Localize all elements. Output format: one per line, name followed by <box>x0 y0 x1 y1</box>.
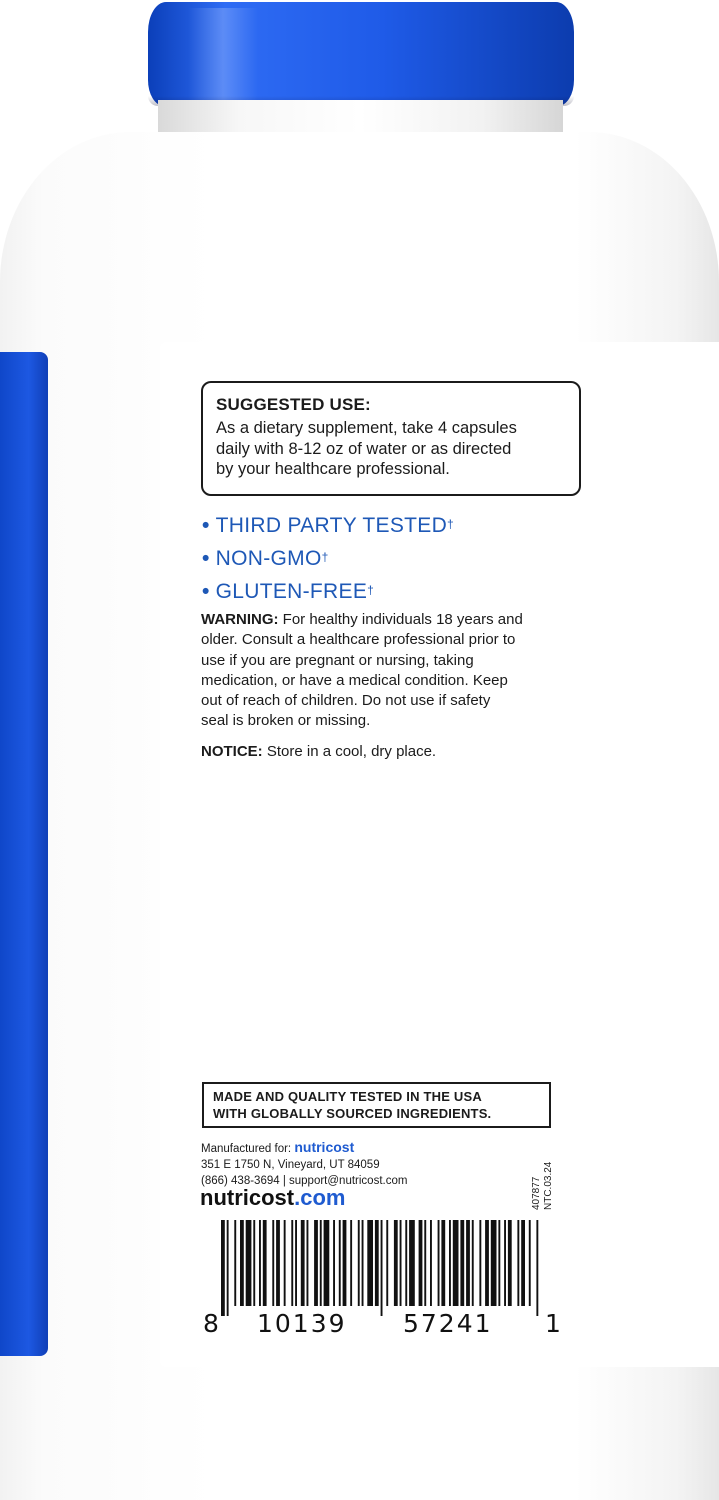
barcode-bar <box>263 1220 267 1306</box>
feature-bullet: • <box>202 580 210 603</box>
website-url <box>200 1185 345 1211</box>
barcode-bar <box>479 1220 481 1306</box>
barcode-bar <box>234 1220 236 1306</box>
feature-non-gmo <box>202 545 454 578</box>
barcode-bar <box>291 1220 293 1306</box>
barcode-bar <box>517 1220 519 1306</box>
barcode-digits-right: 57241 <box>403 1309 493 1338</box>
dagger-mark: † <box>447 517 455 531</box>
barcode-bar <box>536 1220 538 1316</box>
manufacturer-contact: (866) 438-3694 | support@nutricost.com <box>201 1175 408 1187</box>
feature-text: GLUTEN-FREE <box>215 580 368 603</box>
barcode-bar <box>259 1220 261 1306</box>
feature-bullet: • <box>202 514 210 537</box>
cap-highlight <box>188 8 258 100</box>
feature-list <box>202 512 454 611</box>
barcode-bar <box>409 1220 415 1306</box>
barcode-digit-last: 1 <box>545 1309 563 1338</box>
upc-barcode <box>221 1220 539 1316</box>
barcode-digits-left: 10139 <box>257 1309 347 1338</box>
barcode-bar <box>491 1220 497 1306</box>
feature-text: NON-GMO <box>215 547 322 570</box>
manufactured-for-label: Manufactured for: <box>201 1143 292 1155</box>
dagger-mark: † <box>367 583 375 597</box>
origin-line: MADE AND QUALITY TESTED IN THE USA <box>213 1089 482 1104</box>
warning-line-text: For healthy individuals 18 years and <box>278 611 523 628</box>
lot-code: NTC.03.24 <box>543 1161 554 1210</box>
feature-text: THIRD PARTY TESTED <box>215 514 448 537</box>
lot-code: 407877 <box>531 1176 542 1210</box>
barcode-bar <box>324 1220 330 1306</box>
suggested-use-line: daily with 8-12 oz of water or as directed <box>216 439 512 458</box>
suggested-use-title: SUGGESTED USE: <box>216 395 371 414</box>
barcode-bar <box>504 1220 506 1306</box>
barcode-bar <box>394 1220 398 1306</box>
barcode-bar <box>485 1220 489 1306</box>
barcode-bar <box>521 1220 525 1306</box>
barcode-bar <box>320 1220 322 1306</box>
barcode-bar <box>472 1220 474 1306</box>
barcode-bar <box>246 1220 252 1306</box>
origin-line: WITH GLOBALLY SOURCED INGREDIENTS. <box>213 1106 492 1121</box>
suggested-use-text <box>216 418 565 480</box>
barcode-bar <box>405 1220 407 1306</box>
barcode-bar <box>307 1220 309 1306</box>
barcode-bar <box>240 1220 244 1306</box>
warning-line: older. Consult a healthcare professional prior to <box>201 631 516 649</box>
barcode-bar <box>358 1220 360 1306</box>
warning-line: out of reach of children. Do not use if safety <box>201 692 491 710</box>
dagger-mark: † <box>321 550 329 564</box>
warning-line <box>201 610 591 630</box>
barcode-bar <box>441 1220 445 1306</box>
warning-text <box>201 610 591 732</box>
warning-line: use if you are pregnant or nursing, taking <box>201 651 474 669</box>
feature-gluten-free <box>202 578 454 611</box>
label-blue-stripe <box>0 352 48 1356</box>
website-name: nutricost <box>200 1185 295 1210</box>
barcode-bar <box>301 1220 305 1306</box>
barcode-bar <box>272 1220 274 1306</box>
barcode-bar <box>253 1220 255 1306</box>
barcode-bar <box>284 1220 286 1306</box>
barcode-bar <box>339 1220 341 1306</box>
barcode-bar <box>314 1220 318 1306</box>
feature-third-party-tested <box>202 512 454 545</box>
barcode-bar <box>350 1220 352 1306</box>
barcode-bar <box>424 1220 426 1306</box>
notice-body: Store in a cool, dry place. <box>262 743 437 760</box>
barcode-bar <box>400 1220 402 1306</box>
origin-statement-box <box>202 1082 551 1128</box>
barcode-bar <box>386 1220 388 1306</box>
barcode-digit-first: 8 <box>203 1309 221 1338</box>
warning-label: WARNING: <box>201 611 279 628</box>
barcode-bar <box>367 1220 373 1306</box>
barcode-bar <box>333 1220 335 1306</box>
barcode-bar <box>498 1220 500 1306</box>
lot-codes <box>531 1162 555 1210</box>
feature-bullet: • <box>202 547 210 570</box>
barcode-bar <box>438 1220 440 1306</box>
notice-text <box>201 742 591 762</box>
barcode-bar <box>449 1220 451 1306</box>
suggested-use-box <box>201 381 581 496</box>
manufacturer-info <box>201 1139 521 1189</box>
manufacturer-line <box>201 1139 521 1157</box>
suggested-use-line: by your healthcare professional. <box>216 460 450 478</box>
notice-label: NOTICE: <box>201 743 263 760</box>
warning-line: medication, or have a medical condition. Keep <box>201 671 508 689</box>
barcode-bar <box>508 1220 512 1306</box>
barcode-bar <box>227 1220 229 1316</box>
barcode-bar <box>466 1220 470 1306</box>
barcode-bar <box>295 1220 297 1306</box>
barcode-bar <box>381 1220 383 1316</box>
manufacturer-address: 351 E 1750 N, Vineyard, UT 84059 <box>201 1159 380 1171</box>
barcode-bar <box>529 1220 531 1306</box>
website-suffix: .com <box>294 1185 346 1210</box>
barcode-bar <box>221 1220 225 1316</box>
barcode-bar <box>419 1220 423 1306</box>
warning-line: seal is broken or missing. <box>201 712 371 730</box>
barcode-bar <box>430 1220 432 1306</box>
suggested-use-line: As a dietary supplement, take 4 capsules <box>216 419 517 437</box>
bottle-cap <box>148 2 574 106</box>
barcode-bar <box>460 1220 464 1306</box>
barcode-bar <box>453 1220 459 1306</box>
barcode-bar <box>375 1220 379 1306</box>
brand-logo: nutricost <box>294 1139 355 1155</box>
barcode-bar <box>276 1220 280 1306</box>
barcode-bar <box>343 1220 347 1306</box>
barcode-bar <box>362 1220 364 1306</box>
